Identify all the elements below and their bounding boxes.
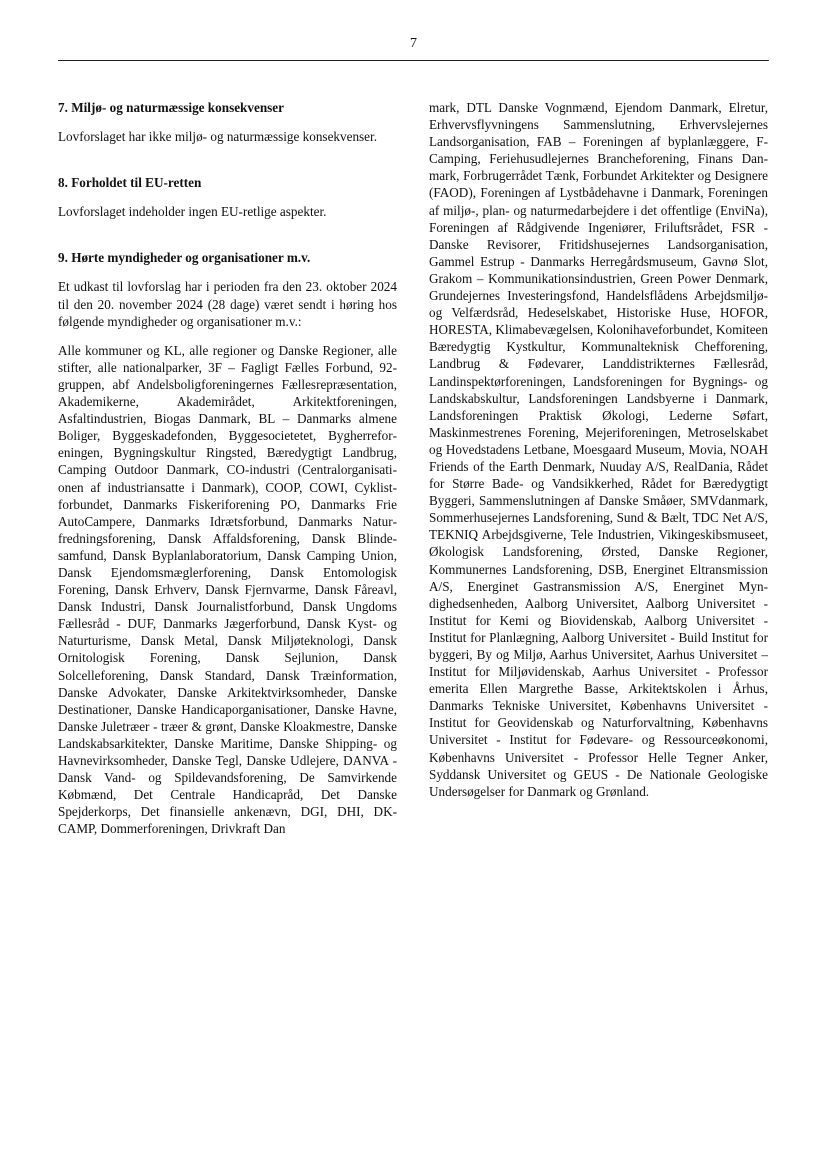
section-8-body: Lovforslaget indeholder ingen EU-retlige aspekter. <box>58 204 327 220</box>
header-rule <box>58 60 769 61</box>
consultation-list-part-1: Alle kommuner og KL, alle regioner og Danske Regioner, alle stifter, alle nationalparker, 3F – Fagligt Fælles Forbund, 92-gruppen, abf Andelsboligforeningernes Fællesrepræsentation, Akademikerne, Akademirådet, Arkitektforeningen, Asfaltindustrien, Biogas Danmark, BL – Danmarks almene Boliger, Byggeskadefonden, Byggesocietetet, Bygherreforeningen, Bygningskultur Ringsted, Bæredygtigt Landbrug, Camping Outdoor Danmark, CO-industri (Centralorganisationen af industriansatte i Danmark), COOP, COWI, Cyklistforbundet, Danmarks Fiskeriforening PO, Danmarks Frie AutoCampere, Danmarks Idrætsforbund, Danmarks Naturfredningsforening, Dansk Affaldsforening, Dansk Blindesamfund, Dansk Byplanlaboratorium, Dansk Camping Union, Dansk Ejendomsmæglerforening, Dansk Entomologisk Forening, Dansk Erhverv, Dansk Fjernvarme, Dansk Fåreavl, Dansk Industri, Dansk Journalistforbund, Dansk Ungdoms Fællesråd - DUF, Danmarks Jægerforbund, Dansk Kyst- og Naturturisme, Dansk Metal, Dansk Miljøteknologi, Dansk Ornitologisk Forening, Dansk Sejlunion, Dansk Solcelleforening, Dansk Standard, Dansk Træinformation, Danske Advokater, Danske Arkitektvirksomheder, Danske Destinationer, Danske Handicaporganisationer, Danske Havne, Danske Juletræer - træer & grønt, Danske Kloakmestre, Danske Landskabsarkitekter, Danske Maritime, Danske Shipping- og Havnevirksomheder, Danske Tegl, Danske Udlejere, DANVA - Dansk Vand- og Spildevandsforening, De Samvirkende Købmænd, Det Centrale Handicapråd, Det Danske Spejderkorps, Det finansielle ankenævn, DGI, DHI, DK-CAMP, Dommerforeningen, Drivkraft Dan <box>58 342 397 837</box>
right-column <box>429 99 768 800</box>
consultation-list-part-2: mark, DTL Danske Vognmænd, Ejendom Danmark, Elretur, Erhvervsflyvningens Sammenslutning, Erhvervslejernes Landsorganisation, FAB – Foreningen af byplanlæggere, F-Camping, Feriehusudlejernes Brancheforening, Finans Danmark, Forbrugerrådet Tænk, Forbundet Arkitekter og Designere (FAOD), Foreningen af Lystbådehavne i Danmark, Foreningen af miljø-, plan- og naturmedarbejdere i det offentlige (EnviNa), Foreningen af Rådgivende Ingeniører, Friluftsrådet, FSR - Danske Revisorer, Fritidshusejernes Landsorganisation, Gammel Estrup - Danmarks Herregårdsmuseum, Gavnø Slot, Grakom – Kommunikationsindustrien, Green Power Denmark, Grundejernes Investeringsfond, Handelsflådens Arbejdsmiljø- og Velfærdsråd, Hedeselskabet, Historiske Huse, HOFOR, HORESTA, Klimabevægelsen, Kolonihaveforbundet, Komiteen Bæredygtig Kystkultur, Kommunalteknisk Chefforening, Landbrug & Fødevarer, Landdistrikternes Fællesråd, Landinspektørforeningen, Landsforeningen for Bygnings- og Landskabskultur, Landsforeningen Landsbyerne i Danmark, Landsforeningen Praktisk Økologi, Lederne Søfart, Maskinmestrenes Forening, Mejeriforeningen, Metroselskabet og Hovedstadens Letbane, Moesgaard Museum, Movia, NOAH Friends of the Earth Denmark, Nuuday A/S, RealDania, Rådet for Større Bade- og Vandsikkerhed, Rådet for Bæredygtigt Byggeri, Sammenslutningen af Danske Småøer, SMVdanmark, Sommerhusejernes Landsforening, Sund & Bælt, TDC Net A/S, TEKNIQ Arbejdsgiverne, Tele Industrien, Vikingeskibsmuseet, Økologisk Landsforening, Ørsted, Danske Regioner, Kommunernes Landsforening, DSB, Energinet Eltransmission A/S, Energinet Gastransmission A/S, Energinet Myndighedsenheden, Aalborg Universitet, Aalborg Universitet - Institut for Kemi og Biovidenskab, Aalborg Universitet - Institut for Planlægning, Aalborg Universitet - Build Institut for byggeri, By og Miljø, Aarhus Universitet, Aarhus Universitet – Institut for Miljøvidenskab, Aarhus Universitet - Professor emerita Ellen Margrethe Basse, Arkitektskolen i Århus, Danmarks Tekniske Universitet, Københavns Universitet - Institut for Geovidenskab og Naturforvaltning, Københavns Universitet - Institut for Fødevare- og Ressourceøkonomi, Københavns Universitet - Professor Helle Tegner Anker, Syddansk Universitet og GEUS - De Nationale Geologiske Undersøgelser for Danmark og Grønland. <box>429 100 768 799</box>
section-7-body: Lovforslaget har ikke miljø- og naturmæssige konsekvenser. <box>58 129 377 145</box>
left-column <box>58 99 397 837</box>
section-9-heading: 9. Hørte myndigheder og organisationer m.v. <box>58 250 311 266</box>
page-number: 7 <box>410 36 417 51</box>
section-8-heading: 8. Forholdet til EU-retten <box>58 175 202 191</box>
section-7-heading: 7. Miljø- og naturmæssige konsekvenser <box>58 100 285 115</box>
section-9-intro: Et udkast til lovforslag har i perioden fra den 23. oktober 2024 til den 20. november 2024 (28 dage) været sendt i høring hos følgende myndigheder og organisationer m.v.: <box>58 279 397 329</box>
